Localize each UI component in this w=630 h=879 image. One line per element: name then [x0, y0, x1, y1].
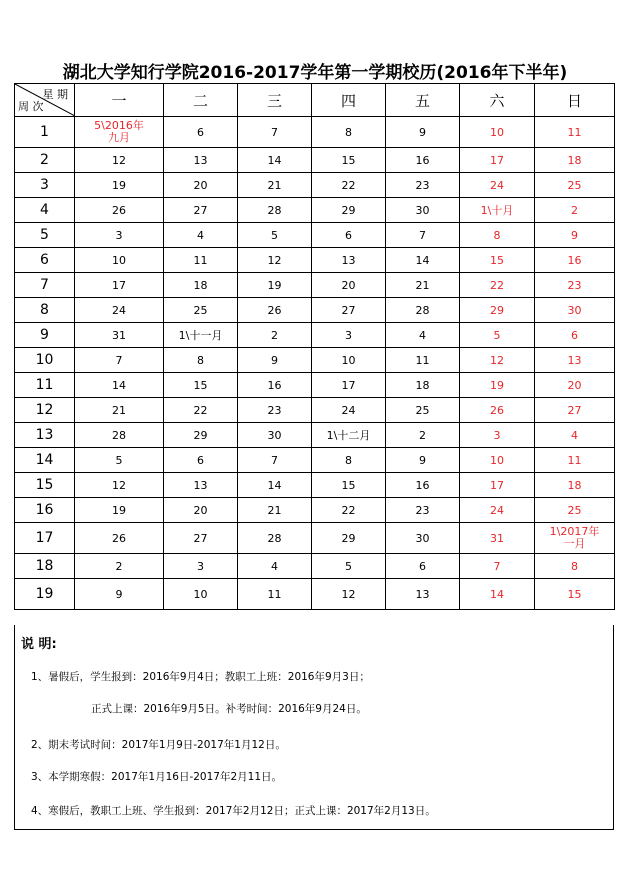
date-cell: 30	[386, 523, 460, 554]
date-cell: 17	[75, 273, 164, 298]
weekend-date-cell: 29	[460, 298, 535, 323]
weekend-date-cell	[535, 523, 615, 554]
corner-label-week: 周 次	[18, 100, 44, 113]
weekend-date-cell: 8	[535, 554, 615, 579]
week-number-cell: 10	[15, 348, 75, 373]
weekend-date-cell: 19	[460, 373, 535, 398]
date-cell: 25	[164, 298, 238, 323]
date-cell: 13	[386, 579, 460, 610]
date-cell: 26	[75, 523, 164, 554]
day-header-thu: 四	[312, 84, 386, 117]
date-cell: 22	[312, 498, 386, 523]
date-cell-line: 一月	[563, 537, 586, 550]
weekend-date-cell: 7	[460, 554, 535, 579]
date-cell: 19	[238, 273, 312, 298]
note-line-1-cont: 正式上课：2016年9月5日。补考时间：2016年9月24日。	[91, 703, 367, 715]
date-cell: 2	[75, 554, 164, 579]
weekend-date-cell: 15	[535, 579, 615, 610]
date-cell: 27	[312, 298, 386, 323]
weekend-date-cell: 6	[535, 323, 615, 348]
weekend-date-cell: 26	[460, 398, 535, 423]
weekend-date-cell: 20	[535, 373, 615, 398]
week-number-cell: 8	[15, 298, 75, 323]
weekend-date-cell: 14	[460, 579, 535, 610]
date-cell: 23	[386, 173, 460, 198]
date-cell: 28	[238, 198, 312, 223]
weekend-date-cell: 5	[460, 323, 535, 348]
date-cell: 3	[312, 323, 386, 348]
date-cell: 8	[164, 348, 238, 373]
weekend-date-cell: 1\十月	[460, 198, 535, 223]
date-cell: 5	[238, 223, 312, 248]
date-cell: 27	[164, 198, 238, 223]
date-cell: 14	[238, 148, 312, 173]
date-cell: 8	[312, 448, 386, 473]
date-cell: 6	[164, 448, 238, 473]
week-row	[15, 579, 615, 610]
weekend-date-cell: 18	[535, 148, 615, 173]
week-row	[15, 223, 615, 248]
date-cell: 31	[75, 323, 164, 348]
date-cell: 22	[312, 173, 386, 198]
date-cell: 7	[75, 348, 164, 373]
date-cell: 11	[238, 579, 312, 610]
weekend-date-cell: 30	[535, 298, 615, 323]
date-cell: 1\十二月	[312, 423, 386, 448]
weekend-date-cell: 17	[460, 148, 535, 173]
date-cell: 12	[238, 248, 312, 273]
corner-label-weekday: 星 期	[42, 88, 68, 101]
weekend-date-cell: 8	[460, 223, 535, 248]
weekend-date-cell: 23	[535, 273, 615, 298]
date-cell: 30	[386, 198, 460, 223]
note-line-3: 3、本学期寒假：2017年1月16日-2017年2月11日。	[31, 771, 282, 783]
date-cell: 18	[164, 273, 238, 298]
week-row	[15, 523, 615, 554]
date-cell: 15	[312, 473, 386, 498]
notes-section	[14, 625, 614, 830]
week-row	[15, 373, 615, 398]
weekend-date-cell: 22	[460, 273, 535, 298]
week-number-cell: 5	[15, 223, 75, 248]
calendar-body	[15, 117, 615, 610]
date-cell: 30	[238, 423, 312, 448]
date-cell: 28	[386, 298, 460, 323]
week-row	[15, 323, 615, 348]
week-number-cell: 7	[15, 273, 75, 298]
date-cell: 6	[386, 554, 460, 579]
date-cell: 14	[386, 248, 460, 273]
notes-heading: 说 明:	[21, 637, 57, 652]
date-cell: 29	[312, 523, 386, 554]
date-cell-line: 九月	[108, 131, 130, 144]
date-cell: 4	[386, 323, 460, 348]
date-cell: 4	[238, 554, 312, 579]
date-cell: 23	[386, 498, 460, 523]
date-cell: 22	[164, 398, 238, 423]
weekend-date-cell: 4	[535, 423, 615, 448]
date-cell: 9	[75, 579, 164, 610]
date-cell: 28	[238, 523, 312, 554]
date-cell: 10	[164, 579, 238, 610]
weekend-date-cell: 25	[535, 498, 615, 523]
date-cell: 29	[164, 423, 238, 448]
date-cell: 13	[312, 248, 386, 273]
date-cell: 17	[312, 373, 386, 398]
week-number-cell: 6	[15, 248, 75, 273]
date-cell: 10	[312, 348, 386, 373]
week-row	[15, 448, 615, 473]
date-cell: 3	[164, 554, 238, 579]
weekend-date-cell: 11	[535, 448, 615, 473]
date-cell: 20	[164, 173, 238, 198]
weekend-date-cell: 27	[535, 398, 615, 423]
date-cell: 7	[386, 223, 460, 248]
date-cell-line: 1\2017年	[549, 525, 600, 538]
week-row	[15, 498, 615, 523]
week-row	[15, 423, 615, 448]
weekend-date-cell: 24	[460, 173, 535, 198]
date-cell: 5	[75, 448, 164, 473]
weekend-date-cell: 16	[535, 248, 615, 273]
week-row	[15, 298, 615, 323]
weekend-date-cell: 2	[535, 198, 615, 223]
day-header-sun: 日	[535, 84, 615, 117]
date-cell: 16	[386, 148, 460, 173]
date-cell: 15	[164, 373, 238, 398]
weekend-date-cell: 18	[535, 473, 615, 498]
date-cell: 5	[312, 554, 386, 579]
day-header-sat: 六	[460, 84, 535, 117]
week-row	[15, 248, 615, 273]
date-cell: 25	[386, 398, 460, 423]
date-cell: 2	[238, 323, 312, 348]
date-cell: 14	[75, 373, 164, 398]
date-cell: 16	[386, 473, 460, 498]
week-row	[15, 348, 615, 373]
day-header-tue: 二	[164, 84, 238, 117]
weekend-date-cell: 17	[460, 473, 535, 498]
date-cell: 21	[75, 398, 164, 423]
date-cell: 13	[164, 148, 238, 173]
date-cell: 20	[164, 498, 238, 523]
week-number-cell: 17	[15, 523, 75, 554]
date-cell: 6	[164, 117, 238, 148]
date-cell: 4	[164, 223, 238, 248]
date-cell	[75, 117, 164, 148]
date-cell: 11	[386, 348, 460, 373]
date-cell: 13	[164, 473, 238, 498]
week-row	[15, 473, 615, 498]
weekend-date-cell: 25	[535, 173, 615, 198]
week-number-cell: 2	[15, 148, 75, 173]
date-cell: 19	[75, 498, 164, 523]
weekend-date-cell: 12	[460, 348, 535, 373]
date-cell: 28	[75, 423, 164, 448]
date-cell: 21	[386, 273, 460, 298]
date-cell: 2	[386, 423, 460, 448]
date-cell: 24	[312, 398, 386, 423]
date-cell: 26	[75, 198, 164, 223]
weekend-date-cell: 11	[535, 117, 615, 148]
weekend-date-cell: 3	[460, 423, 535, 448]
weekend-date-cell: 24	[460, 498, 535, 523]
corner-header-cell	[15, 84, 75, 117]
date-cell: 9	[238, 348, 312, 373]
date-cell: 19	[75, 173, 164, 198]
week-number-cell: 13	[15, 423, 75, 448]
day-header-mon: 一	[75, 84, 164, 117]
date-cell: 15	[312, 148, 386, 173]
day-header-fri: 五	[386, 84, 460, 117]
note-line-4: 4、寒假后，教职工上班、学生报到：2017年2月12日；正式上课：2017年2月13日。	[31, 805, 436, 817]
page-title: 湖北大学知行学院2016-2017学年第一学期校历(2016年下半年)	[62, 63, 568, 83]
weekend-date-cell: 31	[460, 523, 535, 554]
week-row	[15, 398, 615, 423]
date-cell: 27	[164, 523, 238, 554]
week-number-cell: 19	[15, 579, 75, 610]
date-cell: 29	[312, 198, 386, 223]
week-row	[15, 173, 615, 198]
date-cell: 9	[386, 448, 460, 473]
date-cell: 12	[75, 148, 164, 173]
week-row	[15, 554, 615, 579]
week-number-cell: 1	[15, 117, 75, 148]
day-header-wed: 三	[238, 84, 312, 117]
week-number-cell: 3	[15, 173, 75, 198]
date-cell: 6	[312, 223, 386, 248]
date-cell: 12	[75, 473, 164, 498]
weekend-date-cell: 10	[460, 448, 535, 473]
week-number-cell: 18	[15, 554, 75, 579]
week-row	[15, 198, 615, 223]
week-row	[15, 273, 615, 298]
school-calendar-table	[14, 83, 615, 610]
week-number-cell: 14	[15, 448, 75, 473]
date-cell: 26	[238, 298, 312, 323]
header-row	[15, 84, 615, 117]
weekend-date-cell: 9	[535, 223, 615, 248]
date-cell: 7	[238, 448, 312, 473]
date-cell: 16	[238, 373, 312, 398]
date-cell: 10	[75, 248, 164, 273]
week-number-cell: 12	[15, 398, 75, 423]
date-cell: 18	[386, 373, 460, 398]
date-cell: 14	[238, 473, 312, 498]
week-row	[15, 117, 615, 148]
date-cell: 8	[312, 117, 386, 148]
date-cell: 24	[75, 298, 164, 323]
date-cell-line: 5\2016年	[94, 119, 144, 132]
date-cell: 21	[238, 498, 312, 523]
date-cell: 11	[164, 248, 238, 273]
week-number-cell: 4	[15, 198, 75, 223]
week-number-cell: 15	[15, 473, 75, 498]
date-cell: 21	[238, 173, 312, 198]
date-cell: 23	[238, 398, 312, 423]
weekend-date-cell: 10	[460, 117, 535, 148]
week-number-cell: 16	[15, 498, 75, 523]
date-cell: 1\十一月	[164, 323, 238, 348]
week-number-cell: 9	[15, 323, 75, 348]
note-line-2: 2、期末考试时间：2017年1月9日-2017年1月12日。	[31, 739, 286, 751]
weekend-date-cell: 13	[535, 348, 615, 373]
week-row	[15, 148, 615, 173]
note-line-1: 1、暑假后，学生报到：2016年9月4日；教职工上班：2016年9月3日；	[31, 671, 370, 683]
date-cell: 20	[312, 273, 386, 298]
week-number-cell: 11	[15, 373, 75, 398]
weekend-date-cell: 15	[460, 248, 535, 273]
date-cell: 12	[312, 579, 386, 610]
date-cell: 7	[238, 117, 312, 148]
date-cell: 3	[75, 223, 164, 248]
date-cell: 9	[386, 117, 460, 148]
